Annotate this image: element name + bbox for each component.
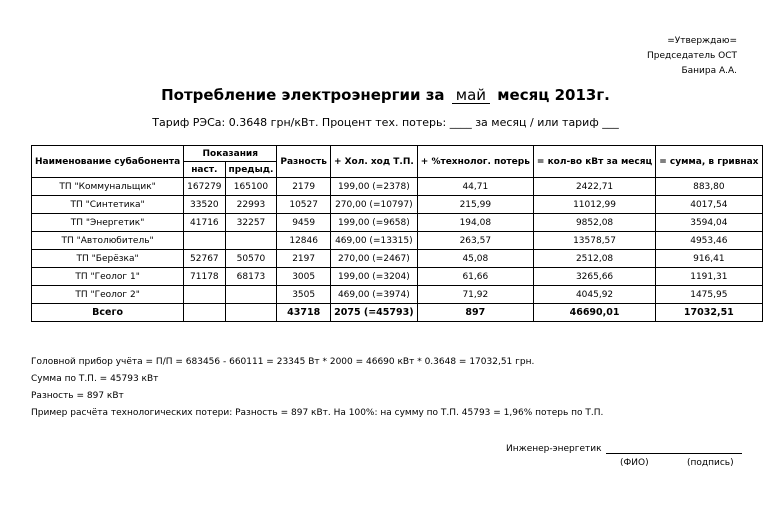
- row-kwh: 3265,66: [533, 268, 655, 286]
- header-idle: + Хол. ход Т.П.: [330, 146, 417, 178]
- row-name: ТП "Автолюбитель": [32, 232, 184, 250]
- signature-sign: (подпись): [687, 458, 734, 468]
- row-diff: 3505: [277, 286, 331, 304]
- total-idle: 2075 (=45793): [330, 304, 417, 322]
- row-loss: 194,08: [417, 214, 533, 232]
- table-header-row-1: [32, 146, 763, 162]
- row-name: ТП "Коммунальщик": [32, 178, 184, 196]
- note-line: Головной прибор учёта = П/П = 683456 - 660111 = 23345 Вт * 2000 = 46690 кВт * 0.3648 = 17032,51 грн.: [31, 357, 535, 367]
- row-sum: 883,80: [656, 178, 762, 196]
- row-sum: 4953,46: [656, 232, 762, 250]
- row-diff: 9459: [277, 214, 331, 232]
- total-loss: 897: [417, 304, 533, 322]
- header-previous: предыд.: [225, 162, 277, 178]
- row-name: ТП "Энергетик": [32, 214, 184, 232]
- header-current: наст.: [184, 162, 225, 178]
- row-loss: 44,71: [417, 178, 533, 196]
- row-name: ТП "Синтетика": [32, 196, 184, 214]
- row-previous: 22993: [225, 196, 277, 214]
- signature-line: [506, 444, 742, 454]
- document-title: [0, 86, 771, 104]
- row-diff: 10527: [277, 196, 331, 214]
- table-row: [32, 268, 763, 286]
- row-idle: 270,00 (=10797): [330, 196, 417, 214]
- row-previous: 68173: [225, 268, 277, 286]
- row-kwh: 13578,57: [533, 232, 655, 250]
- row-current: 167279: [184, 178, 225, 196]
- row-current: 33520: [184, 196, 225, 214]
- total-label: Всего: [32, 304, 184, 322]
- row-kwh: 2422,71: [533, 178, 655, 196]
- total-diff: 43718: [277, 304, 331, 322]
- row-sum: 4017,54: [656, 196, 762, 214]
- row-kwh: 11012,99: [533, 196, 655, 214]
- row-current: 52767: [184, 250, 225, 268]
- total-current: [184, 304, 225, 322]
- row-loss: 71,92: [417, 286, 533, 304]
- calculation-notes: [31, 354, 603, 422]
- header-sum: = сумма, в гривнах: [656, 146, 762, 178]
- row-name: ТП "Берёзка": [32, 250, 184, 268]
- row-idle: 199,00 (=3204): [330, 268, 417, 286]
- row-loss: 263,57: [417, 232, 533, 250]
- row-sum: 1191,31: [656, 268, 762, 286]
- row-diff: 3005: [277, 268, 331, 286]
- approval-line-3: Банира А.А.: [681, 66, 737, 76]
- row-current: 41716: [184, 214, 225, 232]
- row-loss: 45,08: [417, 250, 533, 268]
- note-line: Сумма по Т.П. = 45793 кВт: [31, 374, 159, 384]
- title-month: май: [452, 88, 490, 104]
- row-kwh: 2512,08: [533, 250, 655, 268]
- row-current: 71178: [184, 268, 225, 286]
- row-previous: [225, 232, 277, 250]
- row-sum: 916,41: [656, 250, 762, 268]
- note-line: Разность = 897 кВт: [31, 391, 124, 401]
- row-current: [184, 286, 225, 304]
- consumption-table: [31, 145, 763, 322]
- row-previous: 50570: [225, 250, 277, 268]
- table-row: [32, 250, 763, 268]
- signature-fio: (ФИО): [620, 458, 649, 468]
- approval-block: [577, 34, 737, 79]
- row-sum: 1475,95: [656, 286, 762, 304]
- row-diff: 12846: [277, 232, 331, 250]
- signature-label: Инженер-энергетик: [506, 444, 602, 454]
- header-readings: Показания: [184, 146, 277, 162]
- row-current: [184, 232, 225, 250]
- row-sum: 3594,04: [656, 214, 762, 232]
- table-row: [32, 286, 763, 304]
- tariff-line: Тариф РЭСа: 0.3648 грн/кВт. Процент тех. потерь: ____ за месяц / или тариф ___: [152, 116, 619, 129]
- row-previous: [225, 286, 277, 304]
- row-idle: 270,00 (=2467): [330, 250, 417, 268]
- row-kwh: 4045,92: [533, 286, 655, 304]
- header-tech-loss: + %технолог. потерь: [417, 146, 533, 178]
- row-idle: 469,00 (=13315): [330, 232, 417, 250]
- table-row: [32, 178, 763, 196]
- row-idle: 199,00 (=9658): [330, 214, 417, 232]
- table-total-row: [32, 304, 763, 322]
- row-loss: 215,99: [417, 196, 533, 214]
- row-loss: 61,66: [417, 268, 533, 286]
- table-row: [32, 232, 763, 250]
- table-row: [32, 214, 763, 232]
- row-kwh: 9852,08: [533, 214, 655, 232]
- signature-underline: [606, 444, 742, 454]
- row-diff: 2179: [277, 178, 331, 196]
- header-diff: Разность: [277, 146, 331, 178]
- row-previous: 165100: [225, 178, 277, 196]
- title-suffix: месяц 2013г.: [497, 86, 610, 104]
- approval-line-2: Председатель ОСТ: [646, 51, 737, 61]
- row-diff: 2197: [277, 250, 331, 268]
- header-kwh: = кол-во кВт за месяц: [533, 146, 655, 178]
- approval-line-1: =Утверждаю=: [667, 36, 737, 46]
- row-name: ТП "Геолог 2": [32, 286, 184, 304]
- row-idle: 199,00 (=2378): [330, 178, 417, 196]
- row-previous: 32257: [225, 214, 277, 232]
- table-row: [32, 196, 763, 214]
- total-kwh: 46690,01: [533, 304, 655, 322]
- total-previous: [225, 304, 277, 322]
- total-sum: 17032,51: [656, 304, 762, 322]
- note-line: Пример расчёта технологических потери: Разность = 897 кВт. На 100%: на сумму по Т.П. 45793 = 1,96% потерь по Т.П.: [31, 408, 604, 418]
- title-prefix: Потребление электроэнергии за: [161, 86, 445, 104]
- row-idle: 469,00 (=3974): [330, 286, 417, 304]
- row-name: ТП "Геолог 1": [32, 268, 184, 286]
- header-name: Наименование субабонента: [32, 146, 184, 178]
